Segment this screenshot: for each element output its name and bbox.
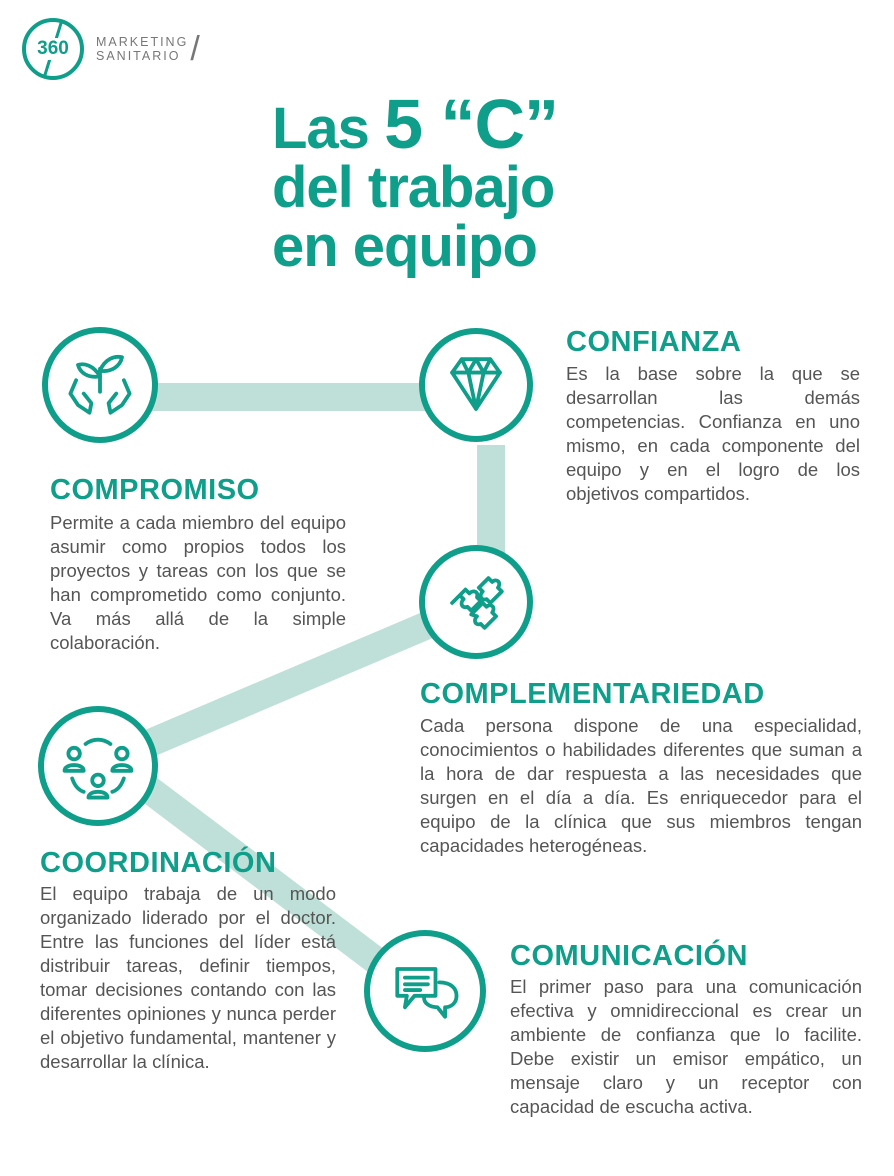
coordinacion-heading: COORDINACIÓN	[40, 847, 277, 879]
complementariedad-heading: COMPLEMENTARIEDAD	[420, 678, 765, 710]
comunicacion-heading: COMUNICACIÓN	[510, 940, 748, 972]
logo-line1: MARKETING	[96, 35, 189, 49]
compromiso-body: Permite a cada miembro del equipo asumir como propios todos los proyectos y tareas con los que se han comprometido como conjunto. Va más allá de la simple colaboración.	[50, 512, 346, 653]
coordinacion-body: El equipo trabaja de un modo organizado liderado por el doctor. Entre las funciones del líder está distribuir tareas, definir tiempos, tomar decisiones contando con las diferentes opiniones y nunca perder el objetivo fundamental, mantener y desarrollar la clínica.	[40, 883, 336, 1072]
logo-line2: SANITARIO	[96, 49, 181, 63]
logo-divider: /	[190, 29, 200, 68]
hands-plant-icon	[57, 342, 143, 428]
diamond-icon	[433, 342, 519, 428]
team-icon	[55, 723, 141, 809]
complementariedad-circle	[419, 545, 533, 659]
compromiso-circle	[42, 327, 158, 443]
speech-bubbles-icon	[382, 948, 468, 1034]
puzzle-icon	[433, 559, 519, 645]
complementariedad-body: Cada persona dispone de una especialidad, conocimientos o habilidades diferentes que suman a la hora de dar respuesta a las necesidades que surgen en el día a día. Es enriquecedor para el equipo de la clínica que sus miembros tengan capacidades heterogéneas.	[420, 715, 862, 856]
comunicacion-body: El primer paso para una comunicación efectiva y omnidireccional es crear un ambiente de confianza que lo facilite. Debe existir un emisor empático, un mensaje claro y un receptor con capacidad de escucha activa.	[510, 976, 862, 1117]
confianza-body: Es la base sobre la que se desarrollan las demás competencias. Confianza en uno mismo, en cada componente del equipo y en el logro de los objetivos compartidos.	[566, 363, 860, 504]
title-part2: 5 “C”	[384, 85, 558, 163]
title-line2: del trabajo	[272, 155, 555, 220]
title-line3: en equipo	[272, 214, 537, 279]
coordinacion-circle	[38, 706, 158, 826]
compromiso-heading: COMPROMISO	[50, 474, 260, 506]
comunicacion-circle	[364, 930, 486, 1052]
confianza-heading: CONFIANZA	[566, 326, 742, 358]
confianza-circle	[419, 328, 533, 442]
logo-mark-text: 360	[37, 38, 69, 59]
title-part1: Las	[272, 96, 385, 161]
